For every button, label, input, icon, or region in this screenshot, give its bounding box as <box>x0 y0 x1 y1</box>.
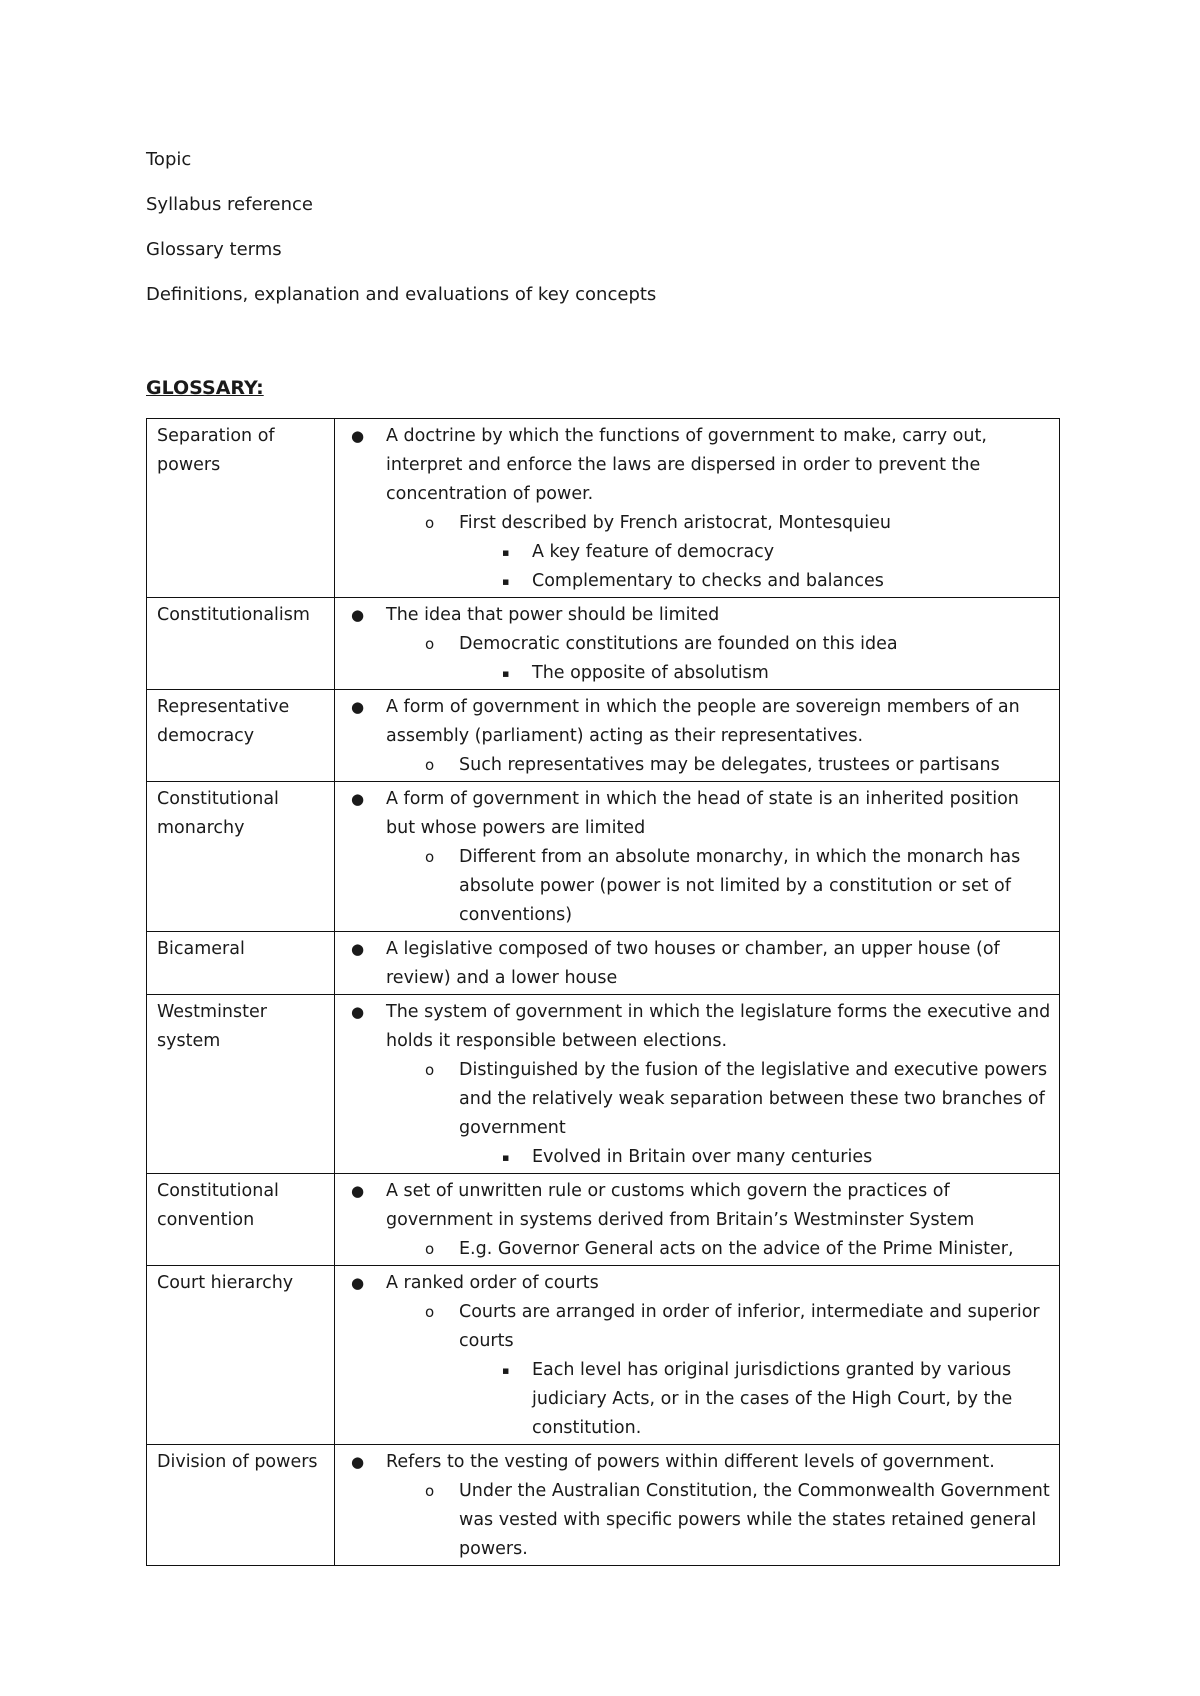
glossary-term: Constitutionalism <box>147 598 335 690</box>
bullet-text: Each level has original jurisdictions granted by various judiciary Acts, or in the cases of the High Court, by the constitution. <box>532 1360 1013 1438</box>
definition-bullet-level-3 <box>345 1356 1051 1443</box>
definition-bullet-level-3 <box>345 659 1051 688</box>
definition-bullet-level-1 <box>345 601 1051 630</box>
bullet-text: The idea that power should be limited <box>386 605 720 625</box>
definition-bullet-level-2 <box>345 1056 1051 1143</box>
table-row <box>147 598 1060 690</box>
definition-bullet-level-1 <box>345 998 1051 1056</box>
definition-bullet-level-1 <box>345 1269 1051 1298</box>
bullet-marker-icon: o <box>425 848 435 866</box>
bullet-text: First described by French aristocrat, Montesquieu <box>459 513 891 533</box>
table-row <box>147 419 1060 598</box>
table-row <box>147 690 1060 782</box>
table-row <box>147 1266 1060 1445</box>
bullet-text: A ranked order of courts <box>386 1273 599 1293</box>
definition-bullet-level-1 <box>345 693 1051 751</box>
glossary-term: Westminster system <box>147 995 335 1174</box>
bullet-marker-icon: o <box>425 1061 435 1079</box>
glossary-definition <box>335 1266 1060 1445</box>
bullet-text: A doctrine by which the functions of government to make, carry out, interpret and enforce the laws are dispersed in order to prevent the concentration of power. <box>386 426 987 504</box>
bullet-marker-icon: ● <box>351 790 365 808</box>
bullet-text: A key feature of democracy <box>532 542 775 562</box>
table-row <box>147 995 1060 1174</box>
table-row <box>147 932 1060 995</box>
glossary-term: Court hierarchy <box>147 1266 335 1445</box>
bullet-text: The opposite of absolutism <box>532 663 769 683</box>
glossary-terms-line: Glossary terms <box>146 239 282 260</box>
definitions-line: Definitions, explanation and evaluations of key concepts <box>146 284 657 305</box>
bullet-marker-icon: ▪ <box>502 1364 510 1377</box>
bullet-marker-icon: ● <box>351 1453 365 1471</box>
table-row <box>147 1445 1060 1566</box>
topic-line: Topic <box>146 149 192 170</box>
bullet-text: The system of government in which the legislature forms the executive and holds it responsible between elections. <box>386 1002 1051 1051</box>
bullet-text: Democratic constitutions are founded on this idea <box>459 634 898 654</box>
bullet-text: Evolved in Britain over many centuries <box>532 1147 873 1167</box>
glossary-definition <box>335 1174 1060 1266</box>
bullet-marker-icon: o <box>425 514 435 532</box>
glossary-term: Bicameral <box>147 932 335 995</box>
definition-bullet-level-2 <box>345 1477 1051 1564</box>
bullet-text: Refers to the vesting of powers within different levels of government. <box>386 1452 995 1472</box>
definition-bullet-level-2 <box>345 1298 1051 1356</box>
table-row <box>147 1174 1060 1266</box>
definition-bullet-level-3 <box>345 567 1051 596</box>
glossary-term: Division of powers <box>147 1445 335 1566</box>
definition-bullet-level-2 <box>345 1235 1051 1264</box>
bullet-marker-icon: ▪ <box>502 575 510 588</box>
definition-bullet-level-1 <box>345 785 1051 843</box>
glossary-term: Constitutional monarchy <box>147 782 335 932</box>
bullet-text: Under the Australian Constitution, the Commonwealth Government was vested with specific powers while the states retained general powers. <box>459 1481 1050 1559</box>
glossary-table <box>146 418 1060 1566</box>
definition-bullet-level-1 <box>345 1177 1051 1235</box>
definition-bullet-level-2 <box>345 751 1051 780</box>
bullet-text: A form of government in which the people are sovereign members of an assembly (parliament) acting as their representatives. <box>386 697 1020 746</box>
glossary-definition <box>335 932 1060 995</box>
glossary-definition <box>335 995 1060 1174</box>
bullet-text: Distinguished by the fusion of the legislative and executive powers and the relatively weak separation between these two branches of government <box>459 1060 1048 1138</box>
bullet-marker-icon: o <box>425 1240 435 1258</box>
definition-bullet-level-1 <box>345 422 1051 509</box>
bullet-marker-icon: o <box>425 1303 435 1321</box>
definition-bullet-level-2 <box>345 509 1051 538</box>
bullet-marker-icon: ● <box>351 427 365 445</box>
bullet-text: A form of government in which the head of state is an inherited position but whose powers are limited <box>386 789 1019 838</box>
bullet-marker-icon: ▪ <box>502 546 510 559</box>
bullet-text: Courts are arranged in order of inferior, intermediate and superior courts <box>459 1302 1040 1351</box>
glossary-definition <box>335 598 1060 690</box>
bullet-marker-icon: o <box>425 635 435 653</box>
glossary-term: Constitutional convention <box>147 1174 335 1266</box>
bullet-marker-icon: ● <box>351 1003 365 1021</box>
glossary-definition <box>335 690 1060 782</box>
syllabus-reference-line: Syllabus reference <box>146 194 313 215</box>
definition-bullet-level-2 <box>345 630 1051 659</box>
glossary-term: Separation of powers <box>147 419 335 598</box>
bullet-text: A legislative composed of two houses or chamber, an upper house (of review) and a lower house <box>386 939 1000 988</box>
bullet-marker-icon: o <box>425 1482 435 1500</box>
glossary-definition <box>335 419 1060 598</box>
glossary-term: Representative democracy <box>147 690 335 782</box>
definition-bullet-level-2 <box>345 843 1051 930</box>
bullet-text: A set of unwritten rule or customs which govern the practices of government in systems derived from Britain’s Westminster System <box>386 1181 975 1230</box>
bullet-marker-icon: ● <box>351 606 365 624</box>
glossary-definition <box>335 782 1060 932</box>
bullet-text: Complementary to checks and balances <box>532 571 884 591</box>
bullet-marker-icon: ● <box>351 1182 365 1200</box>
bullet-marker-icon: ● <box>351 1274 365 1292</box>
glossary-definition <box>335 1445 1060 1566</box>
definition-bullet-level-3 <box>345 1143 1051 1172</box>
bullet-marker-icon: o <box>425 756 435 774</box>
definition-bullet-level-1 <box>345 1448 1051 1477</box>
definition-bullet-level-1 <box>345 935 1051 993</box>
glossary-heading: GLOSSARY: <box>146 377 264 399</box>
bullet-text: Different from an absolute monarchy, in which the monarch has absolute power (power is not limited by a constitution or set of conventions) <box>459 847 1021 925</box>
bullet-text: Such representatives may be delegates, trustees or partisans <box>459 755 1000 775</box>
bullet-marker-icon: ▪ <box>502 667 510 680</box>
bullet-marker-icon: ● <box>351 940 365 958</box>
bullet-text: E.g. Governor General acts on the advice of the Prime Minister, <box>459 1239 1014 1259</box>
definition-bullet-level-3 <box>345 538 1051 567</box>
table-row <box>147 782 1060 932</box>
bullet-marker-icon: ▪ <box>502 1151 510 1164</box>
bullet-marker-icon: ● <box>351 698 365 716</box>
